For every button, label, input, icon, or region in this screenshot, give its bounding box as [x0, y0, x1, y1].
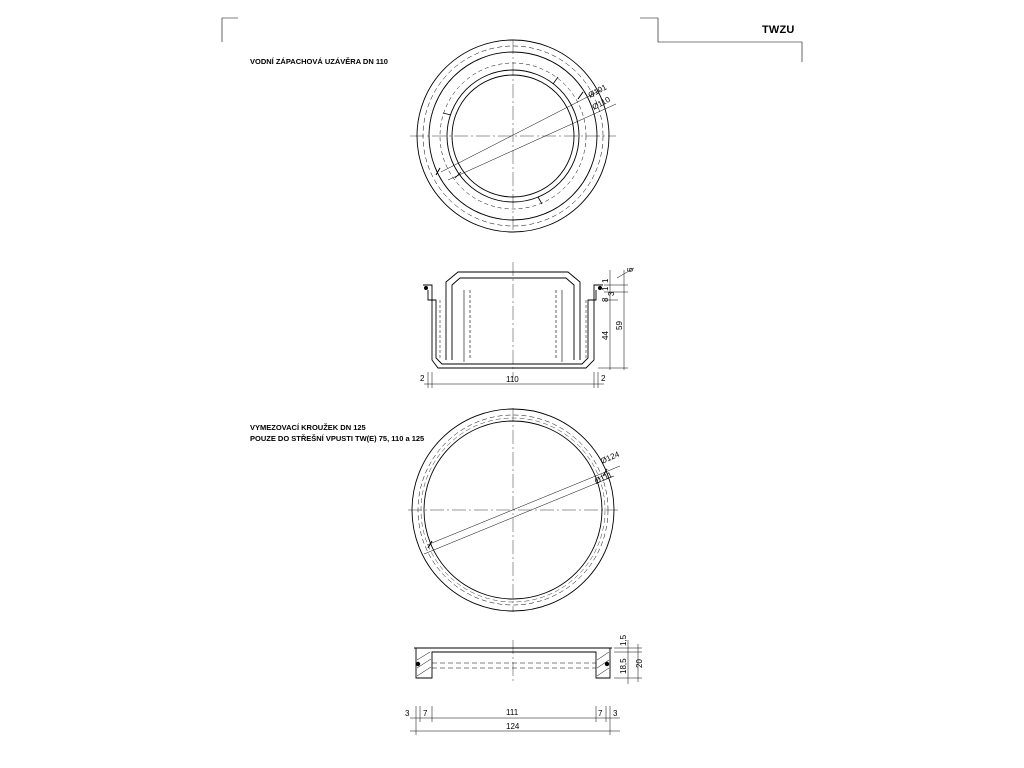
trap-heading: VODNÍ ZÁPACHOVÁ UZÁVĚRA DN 110 — [250, 57, 388, 66]
ring-section — [410, 640, 642, 735]
ring-dim-1-5: 1,5 — [619, 634, 628, 646]
ring-dim-20: 20 — [635, 659, 644, 668]
trap-dim-width: 110 — [506, 375, 519, 384]
trap-dim-top: 6 — [626, 267, 635, 272]
ring-dim-right-b: 3 — [613, 709, 618, 718]
trap-dim-a: 1 — [601, 278, 610, 283]
ring-dim-left-a: 3 — [405, 709, 410, 718]
trap-dim-59: 59 — [615, 321, 624, 330]
trap-dim-b: 1 — [601, 286, 610, 291]
trap-dim-c: 8 — [601, 297, 610, 302]
ring-dim-right-a: 7 — [598, 709, 603, 718]
ring-dim-outer: Ø124 — [599, 449, 621, 466]
ring-dim-left-b: 7 — [423, 709, 428, 718]
trap-dim-inner: Ø101 — [586, 82, 609, 100]
ring-dim-111: 111 — [506, 708, 519, 717]
ring-heading-line1: VYMEZOVACÍ KROUŽEK DN 125 — [250, 423, 366, 432]
trap-dim-outer: Ø110 — [590, 94, 612, 112]
trap-top-view — [410, 40, 616, 232]
ring-dim-124: 124 — [506, 722, 520, 731]
ring-dim-18-5: 18,5 — [619, 658, 628, 674]
trap-dim-d: 3 — [607, 291, 616, 296]
trap-dim-wall-right: 2 — [601, 374, 606, 383]
trap-dim-44: 44 — [601, 331, 610, 340]
ring-seals — [416, 662, 609, 666]
ring-dim-inner: Ø111 — [593, 470, 614, 486]
trap-dim-wall-left: 2 — [420, 374, 425, 383]
ring-heading-line2: POUZE DO STŘEŠNÍ VPUSTI TW(E) 75, 110 a 125 — [250, 434, 425, 443]
sheet-code: TWZU — [762, 24, 795, 36]
ring-top-view — [408, 408, 620, 612]
